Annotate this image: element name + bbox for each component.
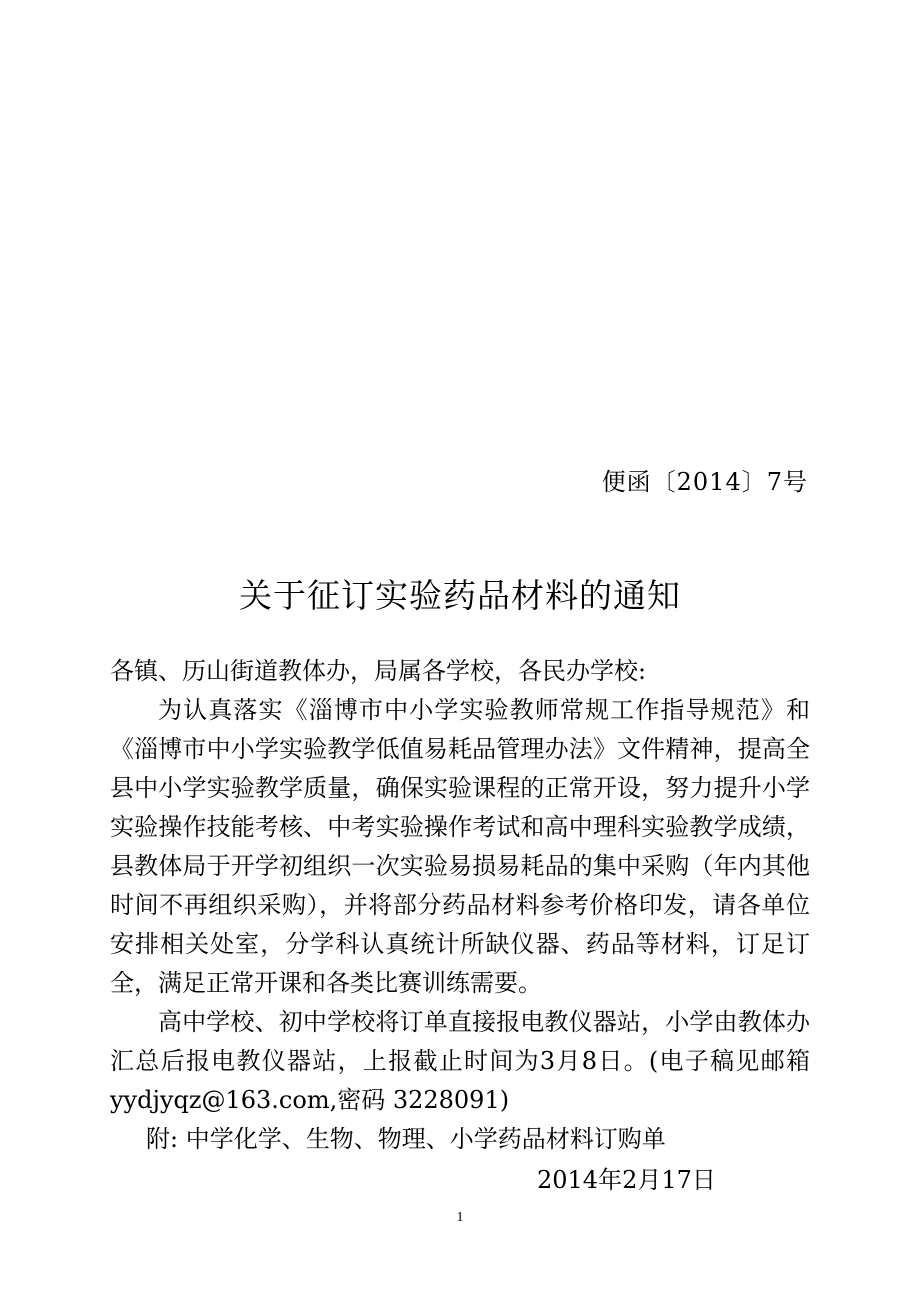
- document-title: 关于征订实验药品材料的通知: [239, 576, 681, 615]
- page-number: 1: [456, 1210, 464, 1225]
- body-paragraph-2: 高中学校、初中学校将订单直接报电教仪器站，小学由教体办汇总后报电教仪器站，上报截止时间为3月8日。(电子稿见邮箱 yydjyqz@163.com,密码 3228091): [110, 1008, 810, 1114]
- document-number: 便函〔2014〕7号: [601, 468, 808, 496]
- salutation: 各镇、历山街道教体办，局属各学校，各民办学校:: [110, 657, 647, 685]
- attachment-note: 附: 中学化学、生物、物理、小学药品材料订购单: [146, 1125, 666, 1153]
- document-body: [110, 652, 810, 1159]
- document-date: 2014年2月17日: [537, 1166, 716, 1194]
- body-paragraph-1: 为认真落实《淄博市中小学实验教师常规工作指导规范》和《淄博市中小学实验教学低值易耗品管理办法》文件精神，提高全县中小学实验教学质量，确保实验课程的正常开设，努力提升小学实验操作技能考核、中考实验操作考试和高中理科实验教学成绩，县教体局于开学初组织一次实验易损易耗品的集中采购（年内其他时间不再组织采购），并将部分药品材料参考价格印发，请各单位安排相关处室，分学科认真统计所缺仪器、药品等材料，订足订全，满足正常开课和各类比赛训练需要。: [110, 696, 810, 997]
